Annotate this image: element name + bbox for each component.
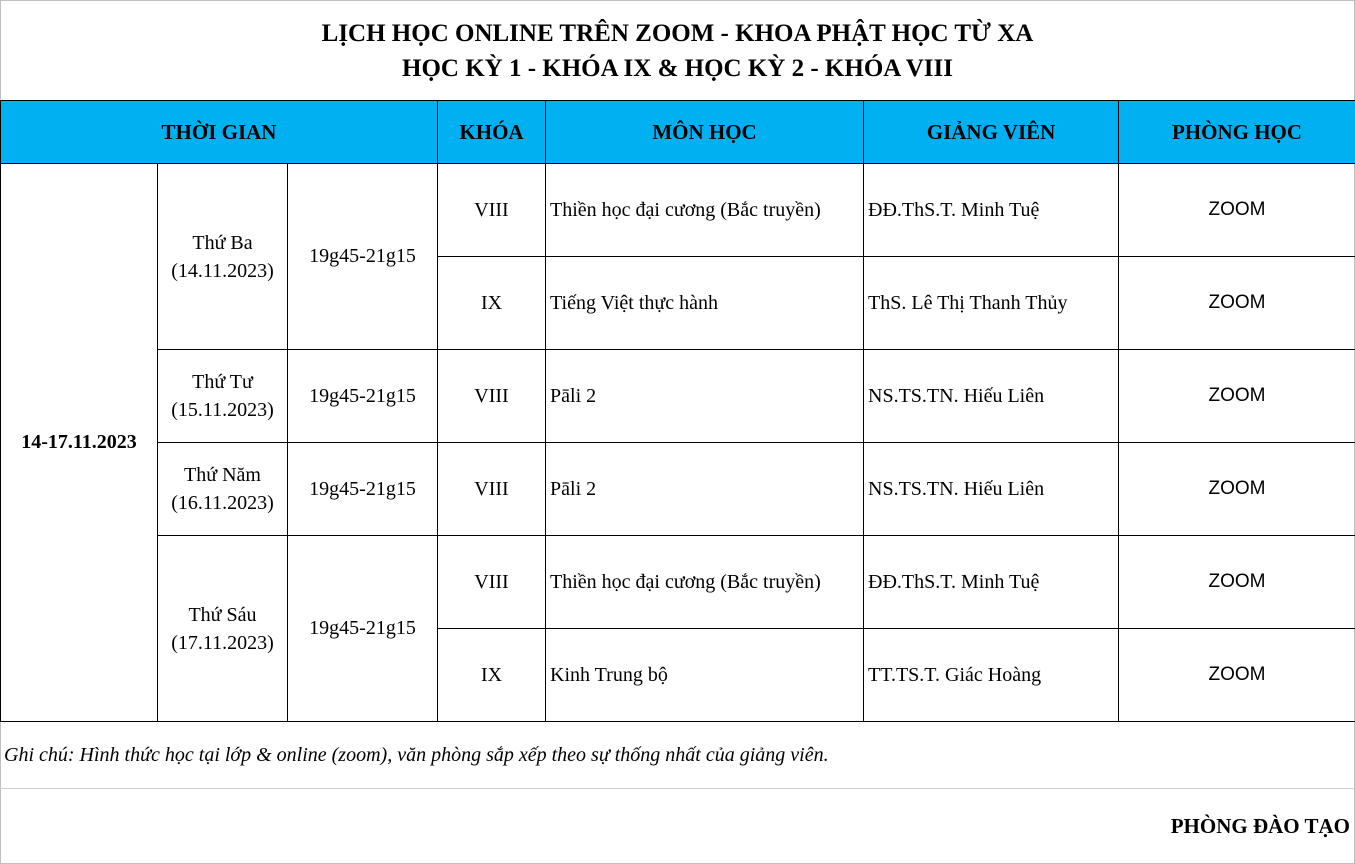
room-cell: ZOOM [1119, 629, 1355, 722]
header-time: THỜI GIAN [1, 101, 438, 164]
day-cell [158, 443, 288, 536]
course-cell: VIII [438, 164, 546, 257]
lecturer-cell: TT.TS.T. Giác Hoàng [864, 629, 1119, 722]
header-course: KHÓA [438, 101, 546, 164]
room-cell: ZOOM [1119, 536, 1355, 629]
course-cell: VIII [438, 350, 546, 443]
header-room: PHÒNG HỌC [1119, 101, 1355, 164]
day-cell [158, 164, 288, 350]
office-signature: PHÒNG ĐÀO TẠO [1170, 814, 1350, 838]
footnote: Ghi chú: Hình thức học tại lớp & online (zoom), văn phòng sắp xếp theo sự thống nhất của giảng viên. [4, 744, 829, 766]
date-label: (14.11.2023) [171, 259, 274, 282]
course-cell: IX [438, 257, 546, 350]
subject-cell: Tiếng Việt thực hành [546, 257, 864, 350]
course-cell: VIII [438, 443, 546, 536]
table-row [1, 536, 1355, 629]
weekday-label: Thứ Sáu [188, 603, 257, 626]
lecturer-cell: NS.TS.TN. Hiếu Liên [864, 443, 1119, 536]
course-cell: VIII [438, 536, 546, 629]
room-cell: ZOOM [1119, 443, 1355, 536]
hours-cell: 19g45-21g15 [288, 350, 438, 443]
lecturer-cell: ThS. Lê Thị Thanh Thủy [864, 257, 1119, 350]
day-cell [158, 350, 288, 443]
subject-cell: Pāli 2 [546, 443, 864, 536]
hours-cell: 19g45-21g15 [288, 536, 438, 722]
weekday-label: Thứ Ba [192, 231, 253, 254]
subject-cell: Thiền học đại cương (Bắc truyền) [546, 164, 864, 257]
header-subject: MÔN HỌC [546, 101, 864, 164]
table-row [1, 350, 1355, 443]
date-label: (16.11.2023) [171, 492, 274, 514]
header-lecturer: GIẢNG VIÊN [864, 101, 1119, 164]
table-row [1, 443, 1355, 536]
lecturer-cell: ĐĐ.ThS.T. Minh Tuệ [864, 536, 1119, 629]
weekday-label: Thứ Tư [192, 371, 253, 393]
day-cell [158, 536, 288, 722]
date-range-cell: 14-17.11.2023 [1, 164, 158, 722]
subject-cell: Pāli 2 [546, 350, 864, 443]
lecturer-cell: ĐĐ.ThS.T. Minh Tuệ [864, 164, 1119, 257]
page-subtitle: HỌC KỲ 1 - KHÓA IX & HỌC KỲ 2 - KHÓA VIII [402, 55, 953, 82]
lecturer-cell: NS.TS.TN. Hiếu Liên [864, 350, 1119, 443]
hours-cell: 19g45-21g15 [288, 443, 438, 536]
course-cell: IX [438, 629, 546, 722]
header-row [1, 101, 1355, 164]
table-row [1, 164, 1355, 257]
room-cell: ZOOM [1119, 164, 1355, 257]
date-label: (17.11.2023) [171, 631, 274, 654]
subject-cell: Kinh Trung bộ [546, 629, 864, 722]
schedule-table [0, 100, 1355, 722]
date-label: (15.11.2023) [171, 399, 274, 421]
hours-cell: 19g45-21g15 [288, 164, 438, 350]
subject-cell: Thiền học đại cương (Bắc truyền) [546, 536, 864, 629]
divider [0, 788, 1355, 789]
room-cell: ZOOM [1119, 257, 1355, 350]
room-cell: ZOOM [1119, 350, 1355, 443]
weekday-label: Thứ Năm [184, 464, 261, 486]
page-title: LỊCH HỌC ONLINE TRÊN ZOOM - KHOA PHẬT HỌC TỪ XA [321, 20, 1034, 47]
